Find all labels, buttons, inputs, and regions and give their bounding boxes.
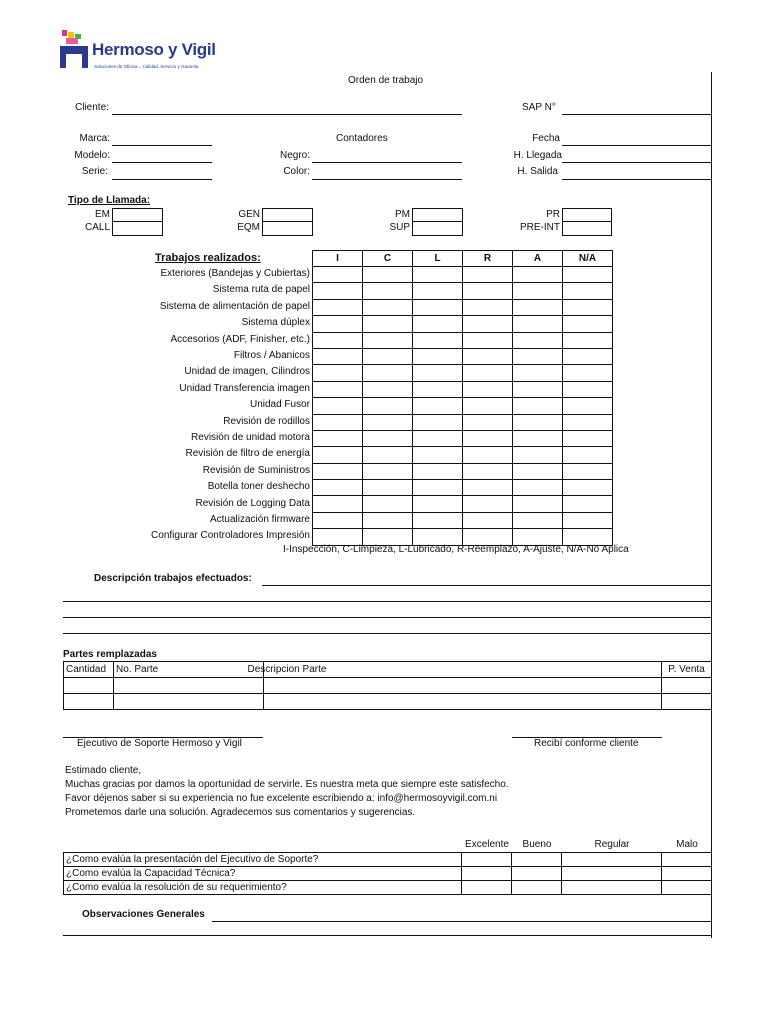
sap-field[interactable] — [562, 114, 711, 115]
trabajos-check-cell[interactable] — [363, 463, 413, 479]
trabajos-check-cell[interactable] — [463, 463, 513, 479]
table-row — [64, 694, 712, 710]
trabajos-check-cell[interactable] — [563, 463, 613, 479]
negro-field[interactable] — [312, 162, 462, 163]
trabajos-check-cell[interactable] — [513, 529, 563, 545]
fecha-field[interactable] — [562, 145, 711, 146]
tipo-call-checkbox[interactable] — [112, 221, 163, 236]
llegada-field[interactable] — [562, 162, 711, 163]
cliente-field[interactable] — [112, 114, 462, 115]
trabajos-col-header: L — [413, 251, 463, 267]
trabajos-check-cell[interactable] — [463, 348, 513, 364]
partes-header-pventa: P. Venta — [662, 662, 712, 678]
trabajos-legend: I-Inspección, C-Limpieza, L-Lubricado, R-Reemplazo, A-Ajuste, N/A-No Aplica — [283, 544, 629, 555]
trabajos-check-cell[interactable] — [363, 512, 413, 528]
trabajos-check-cell[interactable] — [313, 529, 363, 545]
mensaje-line-2: Muchas gracias por damos la oportunidad de servirle. Es nuestra meta que siempre este satisfecho. — [65, 779, 509, 790]
trabajos-check-cell[interactable] — [513, 267, 563, 283]
partes-table — [63, 661, 712, 710]
trabajos-check-cell[interactable] — [513, 512, 563, 528]
trabajos-check-cell[interactable] — [363, 496, 413, 512]
trabajos-check-cell[interactable] — [413, 529, 463, 545]
trabajos-check-cell[interactable] — [313, 332, 363, 348]
trabajos-check-cell[interactable] — [513, 332, 563, 348]
table-row — [313, 447, 613, 463]
trabajos-check-cell[interactable] — [563, 480, 613, 496]
contadores-label: Contadores — [336, 133, 388, 144]
trabajos-check-cell[interactable] — [413, 414, 463, 430]
partes-header-row — [64, 662, 712, 678]
eval-cell-bueno[interactable] — [512, 853, 562, 867]
trabajos-check-cell[interactable] — [513, 430, 563, 446]
table-row — [313, 348, 613, 364]
trabajos-check-cell[interactable] — [563, 365, 613, 381]
partes-cell[interactable] — [264, 694, 662, 710]
table-row — [313, 398, 613, 414]
tipo-gen-label: GEN — [238, 209, 260, 220]
trabajos-check-cell[interactable] — [463, 496, 513, 512]
company-tagline: Soluciones de Oficina... Calidad, Servicio y Garantía — [94, 64, 199, 69]
trabajos-check-cell[interactable] — [313, 447, 363, 463]
trabajos-check-cell[interactable] — [563, 496, 613, 512]
trabajos-check-cell[interactable] — [413, 267, 463, 283]
evaluacion-question: ¿Como evalúa la presentación del Ejecutivo de Soporte? — [64, 853, 462, 867]
cliente-label: Cliente: — [75, 102, 109, 113]
trabajo-row-label: Actualización firmware — [209, 514, 310, 525]
trabajos-check-cell[interactable] — [463, 267, 513, 283]
observaciones-line-1[interactable] — [212, 921, 712, 922]
trabajos-col-header: N/A — [563, 251, 613, 267]
tipo-call-label: CALL — [84, 222, 110, 233]
trabajos-check-cell[interactable] — [513, 480, 563, 496]
rating-regular: Regular — [594, 839, 630, 850]
trabajo-row-label: Unidad Fusor — [249, 399, 310, 411]
trabajo-row-label: Revisión de filtro de energía — [185, 448, 310, 460]
table-row — [313, 463, 613, 479]
tipo-llamada-title: Tipo de Llamada: — [68, 195, 151, 206]
trabajo-row-label: Unidad de imagen, Cilindros — [184, 366, 310, 378]
table-row — [64, 678, 712, 694]
rating-malo: Malo — [676, 839, 698, 850]
serie-label: Serie: — [81, 166, 108, 177]
llegada-label: H. Llegada — [513, 150, 562, 161]
table-row — [313, 299, 613, 315]
trabajos-check-cell[interactable] — [313, 267, 363, 283]
table-row — [313, 529, 613, 545]
trabajos-check-cell[interactable] — [463, 447, 513, 463]
trabajo-row-label: Exteriores (Bandejas y Cubiertas) — [160, 268, 310, 279]
evaluacion-question: ¿Como evalúa la Capacidad Técnica? — [64, 867, 462, 881]
trabajos-check-cell[interactable] — [363, 267, 413, 283]
table-row — [313, 332, 613, 348]
tipo-em-label: EM — [95, 209, 110, 220]
eval-cell-malo[interactable] — [662, 853, 712, 867]
trabajo-row-label: Revisión de rodillos — [223, 415, 310, 427]
trabajos-check-cell[interactable] — [363, 283, 413, 299]
rating-bueno: Bueno — [522, 839, 552, 850]
fecha-label: Fecha — [532, 133, 560, 144]
trabajos-check-cell[interactable] — [563, 267, 613, 283]
table-row — [313, 512, 613, 528]
trabajos-check-cell[interactable] — [563, 512, 613, 528]
trabajo-row-label: Revisión de Suministros — [202, 464, 310, 476]
trabajos-check-cell[interactable] — [563, 316, 613, 332]
color-field[interactable] — [312, 179, 462, 180]
eval-cell-excelente[interactable] — [462, 853, 512, 867]
trabajos-check-cell[interactable] — [313, 316, 363, 332]
partes-header-noparte — [114, 662, 327, 678]
trabajos-check-cell[interactable] — [363, 299, 413, 315]
marca-label: Marca: — [79, 133, 110, 144]
trabajos-check-cell[interactable] — [363, 480, 413, 496]
trabajos-title: Trabajos realizados: — [155, 252, 261, 264]
trabajos-check-cell[interactable] — [463, 512, 513, 528]
salida-field[interactable] — [562, 179, 711, 180]
observaciones-line-2[interactable] — [63, 935, 712, 936]
trabajo-row-label: Sistema de alimentación de papel — [159, 300, 310, 312]
trabajos-check-cell[interactable] — [563, 398, 613, 414]
partes-header-noparte-text: No. Parte — [116, 664, 159, 675]
trabajos-check-cell[interactable] — [363, 316, 413, 332]
partes-cell[interactable] — [662, 694, 712, 710]
descripcion-label: Descripción trabajos efectuados: — [94, 573, 252, 584]
trabajos-check-cell[interactable] — [563, 332, 613, 348]
trabajos-check-cell[interactable] — [513, 463, 563, 479]
trabajos-check-cell[interactable] — [413, 447, 463, 463]
tipo-pm-checkbox[interactable] — [412, 208, 463, 222]
trabajos-check-cell[interactable] — [463, 283, 513, 299]
table-row — [313, 414, 613, 430]
eval-cell-malo[interactable] — [662, 881, 712, 895]
eval-cell-excelente[interactable] — [462, 867, 512, 881]
trabajos-check-cell[interactable] — [413, 430, 463, 446]
trabajos-check-cell[interactable] — [463, 430, 513, 446]
partes-title: Partes remplazadas — [63, 649, 157, 660]
company-logo — [60, 30, 90, 70]
trabajo-row-label: Sistema ruta de papel — [212, 284, 310, 296]
trabajos-check-cell[interactable] — [463, 299, 513, 315]
table-row — [64, 881, 712, 895]
partes-cell[interactable] — [64, 694, 114, 710]
table-row — [313, 267, 613, 283]
tipo-eqm-label: EQM — [237, 222, 260, 233]
trabajos-check-cell[interactable] — [313, 398, 363, 414]
table-row — [64, 867, 712, 881]
trabajos-check-cell[interactable] — [313, 512, 363, 528]
mensaje-line-3: Favor déjenos saber si su experiencia no fue excelente escribiendo a: info@hermosoyvigil.com.ni — [65, 793, 498, 804]
color-label: Color: — [283, 166, 310, 177]
trabajo-row-label: Filtros / Abanicos — [233, 350, 310, 361]
descripcion-line-2[interactable] — [63, 601, 712, 602]
trabajos-grid — [312, 250, 613, 546]
partes-header-descripcion-text: Descripcion Parte — [247, 664, 327, 675]
descripcion-line-4[interactable] — [63, 633, 712, 634]
eval-cell-malo[interactable] — [662, 867, 712, 881]
eval-cell-regular[interactable] — [562, 853, 662, 867]
trabajos-check-cell[interactable] — [463, 332, 513, 348]
trabajos-check-cell[interactable] — [513, 381, 563, 397]
tipo-em-checkbox[interactable] — [112, 208, 163, 222]
trabajo-row-label: Revisión de unidad motora — [191, 432, 310, 443]
trabajos-check-cell[interactable] — [463, 480, 513, 496]
trabajos-check-cell[interactable] — [513, 316, 563, 332]
table-row — [313, 430, 613, 446]
trabajo-row-label: Sistema dúplex — [241, 317, 310, 329]
sap-label: SAP N° — [522, 102, 556, 113]
trabajos-check-cell[interactable] — [313, 414, 363, 430]
trabajos-check-cell[interactable] — [563, 348, 613, 364]
tipo-sup-checkbox[interactable] — [412, 221, 463, 236]
trabajos-col-header: A — [513, 251, 563, 267]
trabajos-check-cell[interactable] — [413, 496, 463, 512]
trabajos-check-cell[interactable] — [413, 283, 463, 299]
table-row — [313, 480, 613, 496]
partes-cell[interactable] — [264, 678, 662, 694]
trabajos-check-cell[interactable] — [413, 463, 463, 479]
table-row — [313, 316, 613, 332]
trabajos-check-cell[interactable] — [513, 299, 563, 315]
trabajos-check-cell[interactable] — [313, 299, 363, 315]
trabajos-check-cell[interactable] — [313, 365, 363, 381]
trabajos-check-cell[interactable] — [363, 414, 413, 430]
company-name: Hermoso y Vigil — [92, 40, 216, 59]
trabajos-check-cell[interactable] — [563, 430, 613, 446]
modelo-field[interactable] — [112, 162, 212, 163]
trabajos-check-cell[interactable] — [563, 529, 613, 545]
tipo-pm-label: PM — [395, 209, 410, 220]
firma-ejecutivo-label: Ejecutivo de Soporte Hermoso y Vigil — [77, 738, 242, 749]
table-row — [313, 283, 613, 299]
trabajos-check-cell[interactable] — [513, 447, 563, 463]
serie-field[interactable] — [112, 179, 212, 180]
trabajos-check-cell[interactable] — [563, 447, 613, 463]
trabajos-check-cell[interactable] — [513, 398, 563, 414]
trabajos-check-cell[interactable] — [363, 398, 413, 414]
trabajos-check-cell[interactable] — [313, 348, 363, 364]
trabajos-check-cell[interactable] — [313, 381, 363, 397]
trabajos-col-header: R — [463, 251, 513, 267]
trabajos-check-cell[interactable] — [413, 381, 463, 397]
trabajos-check-cell[interactable] — [463, 529, 513, 545]
trabajos-check-cell[interactable] — [563, 381, 613, 397]
trabajos-check-cell[interactable] — [463, 381, 513, 397]
salida-label: H. Salida — [517, 166, 558, 177]
trabajos-check-cell[interactable] — [313, 430, 363, 446]
trabajos-check-cell[interactable] — [563, 283, 613, 299]
trabajos-check-cell[interactable] — [413, 299, 463, 315]
trabajos-check-cell[interactable] — [363, 381, 413, 397]
table-row — [313, 381, 613, 397]
trabajos-check-cell[interactable] — [513, 348, 563, 364]
trabajos-check-cell[interactable] — [413, 348, 463, 364]
partes-cell[interactable] — [64, 678, 114, 694]
trabajos-check-cell[interactable] — [313, 496, 363, 512]
form-title: Orden de trabajo — [348, 75, 424, 86]
trabajos-check-cell[interactable] — [363, 447, 413, 463]
eval-cell-bueno[interactable] — [512, 881, 562, 895]
mensaje-line-4: Prometemos darle una solución. Agradecemos sus comentarios y sugerencias. — [65, 807, 416, 818]
trabajos-check-cell[interactable] — [363, 365, 413, 381]
tipo-preint-checkbox[interactable] — [562, 221, 612, 236]
tipo-pr-checkbox[interactable] — [562, 208, 612, 222]
eval-cell-bueno[interactable] — [512, 867, 562, 881]
rating-excelente: Excelente — [465, 839, 509, 850]
trabajo-row-label: Revisión de Logging Data — [195, 497, 310, 509]
tipo-gen-checkbox[interactable] — [262, 208, 313, 222]
partes-cell[interactable] — [662, 678, 712, 694]
trabajos-check-cell[interactable] — [363, 348, 413, 364]
tipo-pr-label: PR — [546, 209, 560, 220]
trabajos-check-cell[interactable] — [363, 529, 413, 545]
trabajos-check-cell[interactable] — [463, 316, 513, 332]
eval-cell-regular[interactable] — [562, 867, 662, 881]
mensaje-line-1: Estimado cliente, — [65, 765, 142, 776]
trabajo-row-label: Accesorios (ADF, Finisher, etc.) — [170, 333, 310, 345]
trabajos-check-cell[interactable] — [513, 414, 563, 430]
table-row — [313, 496, 613, 512]
trabajos-check-cell[interactable] — [313, 463, 363, 479]
descripcion-line-1[interactable] — [262, 585, 712, 586]
trabajos-header-row — [313, 251, 613, 267]
eval-cell-regular[interactable] — [562, 881, 662, 895]
marca-field[interactable] — [112, 145, 212, 146]
tipo-sup-label: SUP — [389, 222, 410, 233]
trabajos-check-cell[interactable] — [413, 398, 463, 414]
page-right-border — [711, 72, 712, 938]
observaciones-label: Observaciones Generales — [82, 909, 205, 920]
eval-cell-excelente[interactable] — [462, 881, 512, 895]
trabajos-check-cell[interactable] — [413, 480, 463, 496]
trabajos-check-cell[interactable] — [363, 430, 413, 446]
tipo-eqm-checkbox[interactable] — [262, 221, 313, 236]
trabajos-check-cell[interactable] — [463, 398, 513, 414]
table-row — [64, 853, 712, 867]
evaluacion-question: ¿Como evalúa la resolución de su requerimiento? — [64, 881, 462, 895]
trabajos-check-cell[interactable] — [563, 299, 613, 315]
trabajos-col-header: I — [313, 251, 363, 267]
trabajos-check-cell[interactable] — [413, 316, 463, 332]
trabajos-check-cell[interactable] — [363, 332, 413, 348]
trabajo-row-label: Configurar Controladores Impresión — [151, 530, 310, 542]
firma-cliente-label: Recibí conforme cliente — [534, 738, 639, 749]
partes-cell[interactable] — [114, 694, 264, 710]
trabajos-check-cell[interactable] — [413, 365, 463, 381]
descripcion-line-3[interactable] — [63, 617, 712, 618]
trabajo-row-label: Botella toner deshecho — [207, 481, 310, 493]
trabajos-col-header: C — [363, 251, 413, 267]
trabajos-check-cell[interactable] — [463, 414, 513, 430]
modelo-label: Modelo: — [74, 150, 110, 161]
partes-header-cantidad: Cantidad — [64, 662, 114, 678]
trabajos-check-cell[interactable] — [513, 496, 563, 512]
table-row — [313, 365, 613, 381]
trabajos-check-cell[interactable] — [563, 414, 613, 430]
trabajos-check-cell[interactable] — [313, 480, 363, 496]
partes-cell[interactable] — [114, 678, 264, 694]
trabajos-check-cell[interactable] — [463, 365, 513, 381]
negro-label: Negro: — [279, 150, 310, 161]
trabajos-check-cell[interactable] — [413, 512, 463, 528]
evaluacion-table — [63, 852, 712, 895]
trabajos-check-cell[interactable] — [513, 283, 563, 299]
trabajos-check-cell[interactable] — [413, 332, 463, 348]
tipo-preint-label: PRE-INT — [520, 222, 560, 233]
trabajos-check-cell[interactable] — [513, 365, 563, 381]
trabajos-check-cell[interactable] — [313, 283, 363, 299]
trabajo-row-label: Unidad Transferencia imagen — [179, 382, 310, 394]
